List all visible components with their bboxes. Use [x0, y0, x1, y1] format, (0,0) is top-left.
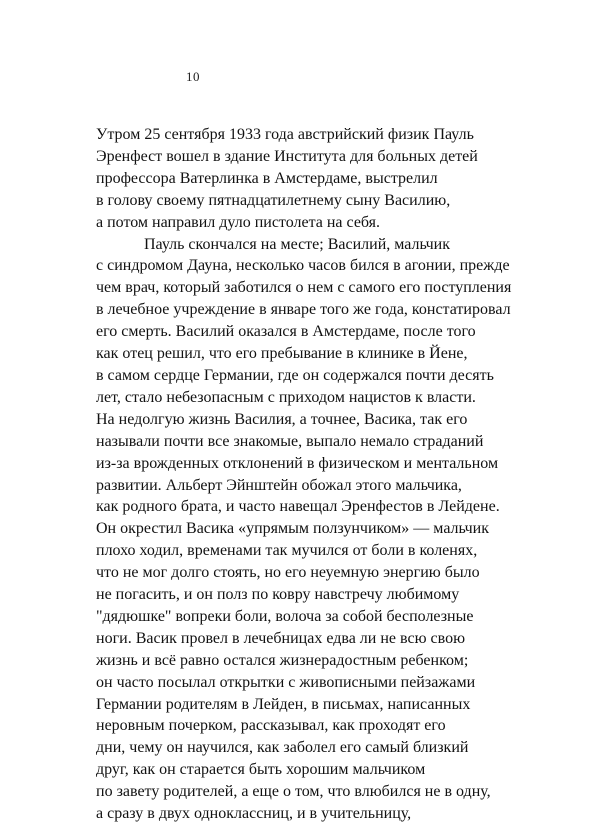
text-line: как отец решил, что его пребывание в клинике в Йене,: [96, 345, 468, 363]
text-line: друг, как он старается быть хорошим мальчиком: [96, 761, 426, 779]
text-line: ноги. Васик провел в лечебницах едва ли не всю свою: [96, 629, 466, 647]
text-line: не погасить, и он полз по ковру навстречу любимому: [96, 586, 460, 604]
text-line: дни, чему он научился, как заболел его самый близкий: [96, 739, 469, 757]
text-line: из-за врожденных отклонений в физическом и ментальном: [96, 454, 499, 472]
text-line: лет, стало небезопасным с приходом нацистов к власти.: [96, 388, 476, 406]
text-line: в голову своему пятнадцатилетнему сыну Василию,: [96, 191, 451, 209]
text-line: жизнь и всё равно остался жизнерадостным ребенком;: [96, 651, 469, 669]
text-line: с синдромом Дауна, несколько часов бился в агонии, прежде: [96, 257, 510, 275]
text-line: он часто посылал открытки с живописными пейзажами: [96, 673, 476, 691]
page-number: 10: [186, 69, 200, 84]
text-line: в лечебное учреждение в январе того же года, констатировал: [96, 301, 511, 319]
text-line: Утром 25 сентября 1933 года австрийский физик Пауль: [96, 126, 474, 143]
text-line: развитии. Альберт Эйнштейн обожал этого мальчика,: [96, 476, 462, 494]
text-line: Пауль скончался на месте; Василий, мальчик: [144, 235, 450, 253]
text-line: Германии родителям в Лейден, в письмах, написанных: [96, 695, 471, 713]
text-line: что не мог долго стоять, но его неуемную энергию было: [96, 564, 480, 582]
text-line: На недолгую жизнь Василия, а точнее, Васика, так его: [96, 410, 468, 428]
text-line: а сразу в двух одноклассниц, и в учительницу,: [96, 805, 412, 823]
text-line: Эренфест вошел в здание Института для больных детей: [96, 147, 478, 165]
text-line: а потом направил дуло пистолета на себя.: [96, 213, 381, 231]
text-line: в самом сердце Германии, где он содержался почти десять: [96, 366, 494, 384]
text-line: плохо ходил, временами так мучился от боли в коленях,: [96, 542, 478, 560]
text-line: называли почти все знакомые, выпало немало страданий: [96, 432, 484, 450]
text-line: как родного брата, и часто навещал Эренфестов в Лейдене.: [96, 498, 500, 516]
text-line: "дядюшке" вопреки боли, волоча за собой бесполезные: [96, 607, 474, 625]
text-line: неровным почерком, рассказывал, как проходят его: [96, 717, 446, 735]
text-line: чем врач, который заботился о нем с самого его поступления: [96, 279, 512, 297]
text-line: по завету родителей, а еще о том, что влюбился не в одну,: [96, 783, 491, 801]
text-line: Он окрестил Васика «упрямым ползунчиком» — мальчик: [96, 520, 489, 538]
text-line: его смерть. Василий оказался в Амстердаме, после того: [96, 323, 476, 341]
text-line: профессора Ватерлинка в Амстердаме, выстрелил: [96, 169, 438, 187]
body-text: [96, 124, 556, 825]
